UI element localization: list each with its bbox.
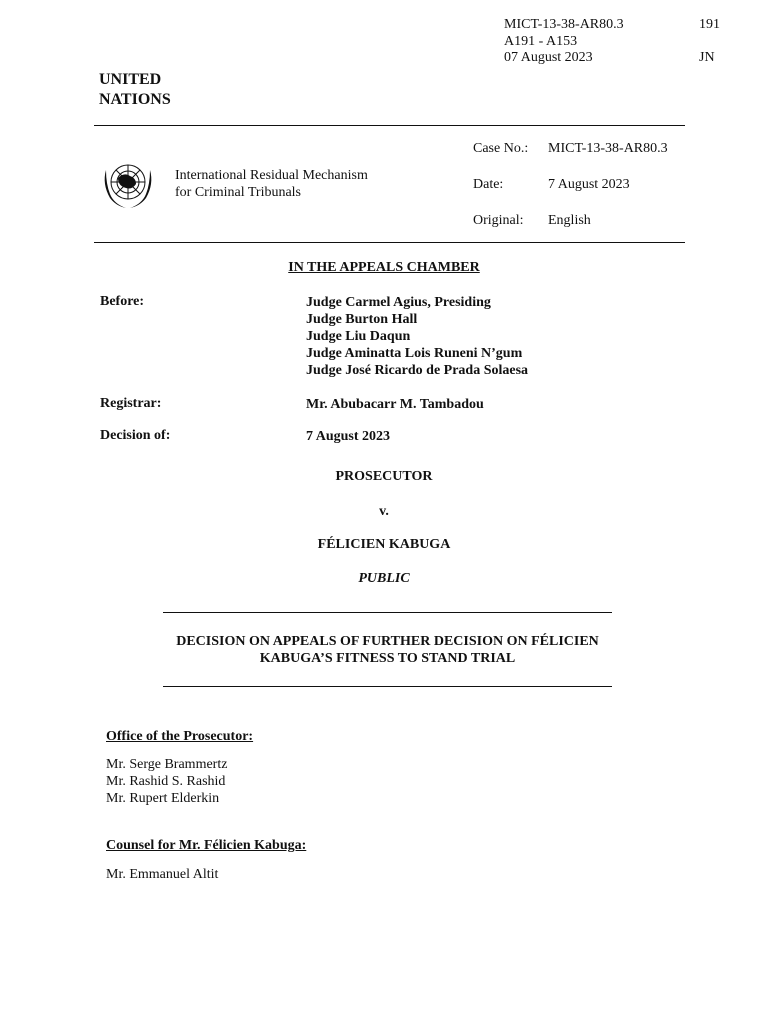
judges-list bbox=[306, 294, 528, 379]
defence-heading: Counsel for Mr. Félicien Kabuga: bbox=[106, 838, 307, 853]
counsel-name: Mr. Serge Brammertz bbox=[106, 757, 228, 772]
judge-name: Judge Liu Daqun bbox=[306, 329, 411, 344]
case-info-labels bbox=[473, 140, 528, 248]
defence-names bbox=[106, 866, 218, 883]
un-line-1: UNITED bbox=[99, 71, 162, 88]
decision-of-label: Decision of: bbox=[100, 428, 171, 443]
stamp-initials: JN bbox=[699, 50, 715, 65]
case-info-values bbox=[548, 140, 668, 248]
mechanism-line-2: for Criminal Tribunals bbox=[175, 185, 302, 200]
date-value: 7 August 2023 bbox=[548, 177, 630, 192]
decision-of-value: 7 August 2023 bbox=[306, 429, 391, 444]
case-no-label: Case No.: bbox=[473, 141, 529, 156]
registrar-value: Mr. Abubacarr M. Tambadou bbox=[306, 397, 484, 412]
before-label: Before: bbox=[100, 294, 145, 309]
stamp-page-range: A191 - A153 bbox=[504, 33, 578, 49]
versus-text: v. bbox=[379, 504, 389, 519]
decision-title-line-2: KABUGA’S FITNESS TO STAND TRIAL bbox=[259, 651, 516, 666]
counsel-name: Mr. Rashid S. Rashid bbox=[106, 774, 226, 789]
mechanism-name bbox=[175, 167, 368, 201]
original-value: English bbox=[548, 213, 591, 228]
un-line-2: NATIONS bbox=[99, 91, 171, 108]
header-bottom-rule bbox=[94, 242, 685, 243]
counsel-name: Mr. Rupert Elderkin bbox=[106, 791, 220, 806]
stamp-date: 07 August 2023 bbox=[504, 50, 593, 65]
stamp-page-number: 191 bbox=[699, 17, 720, 32]
date-label: Date: bbox=[473, 177, 504, 192]
title-top-rule bbox=[163, 612, 612, 613]
accused-name: FÉLICIEN KABUGA bbox=[317, 537, 451, 552]
judge-name: Judge José Ricardo de Prada Solaesa bbox=[306, 363, 529, 378]
prosecution-names bbox=[106, 756, 227, 807]
prosecutor-heading: PROSECUTOR bbox=[335, 469, 433, 484]
title-bottom-rule bbox=[163, 686, 612, 687]
document-stamp bbox=[504, 17, 624, 67]
judge-name: Judge Aminatta Lois Runeni N’gum bbox=[306, 346, 523, 361]
united-nations-heading bbox=[99, 70, 171, 110]
chamber-heading: IN THE APPEALS CHAMBER bbox=[288, 260, 480, 275]
mechanism-line-1: International Residual Mechanism bbox=[175, 168, 368, 183]
case-no-value: MICT-13-38-AR80.3 bbox=[548, 141, 668, 156]
stamp-right-column bbox=[699, 17, 720, 67]
counsel-name: Mr. Emmanuel Altit bbox=[106, 867, 219, 882]
classification-label: PUBLIC bbox=[358, 571, 410, 586]
header-top-rule bbox=[94, 125, 685, 126]
prosecution-heading: Office of the Prosecutor: bbox=[106, 729, 254, 744]
decision-title bbox=[163, 633, 612, 667]
judge-name: Judge Carmel Agius, Presiding bbox=[306, 295, 491, 310]
decision-title-line-1: DECISION ON APPEALS OF FURTHER DECISION ON FÉLICIEN bbox=[176, 634, 599, 649]
stamp-case-number: MICT-13-38-AR80.3 bbox=[504, 17, 624, 32]
judge-name: Judge Burton Hall bbox=[306, 312, 418, 327]
un-emblem-icon bbox=[100, 158, 156, 210]
registrar-label: Registrar: bbox=[100, 396, 162, 411]
original-label: Original: bbox=[473, 213, 524, 228]
